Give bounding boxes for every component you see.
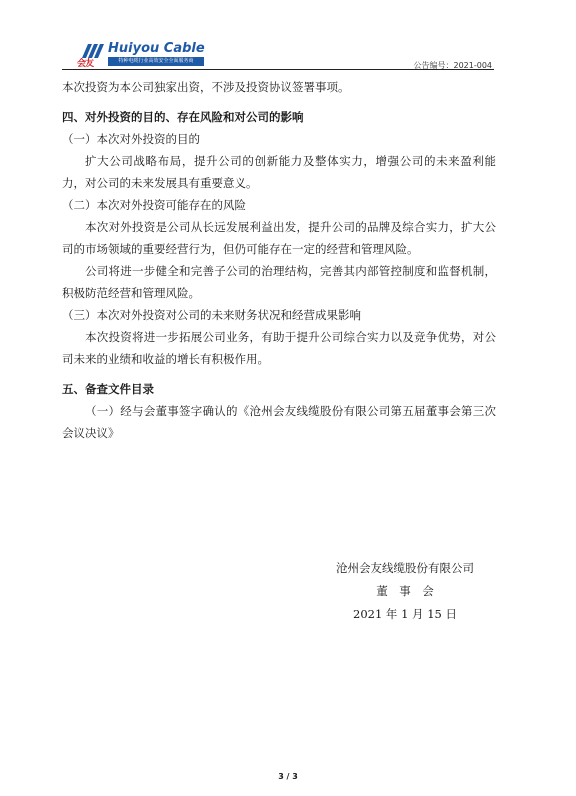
- section-4-2-heading: （二）本次对外投资可能存在的风险: [62, 198, 246, 212]
- header-divider: [62, 69, 494, 70]
- paragraph-funding: 本次投资为本公司独家出资，不涉及投资协议签署事项。: [62, 80, 350, 94]
- section-4-2-paragraph-1: 本次对外投资是公司从长远发展利益出发，提升公司的品牌及综合实力，扩大公司的市场领域的重要经营行为，但仍可能存在一定的经营和管理风险。: [62, 220, 496, 256]
- signature-company: 沧州会友线缆股份有限公司: [336, 561, 474, 575]
- logo-tagline: 特种电缆行业高效安全全面服务商: [108, 57, 204, 66]
- logo-english-text: Huiyou Cable: [108, 41, 205, 56]
- section-4-2-paragraph-2: 公司将进一步健全和完善子公司的治理结构，完善其内部管控制度和监督机制，积极防范经营和管理风险。: [62, 264, 496, 300]
- document-body: [62, 76, 496, 444]
- announcement-number: 公告编号：2021-004: [413, 61, 492, 70]
- page-number: 3 / 3: [278, 772, 298, 781]
- signature-board: 董 事 会: [376, 584, 434, 598]
- section-4-3-paragraph: 本次投资将进一步拓展公司业务，有助于提升公司综合实力以及竞争优势，对公司未来的业绩和收益的增长有积极作用。: [62, 330, 496, 366]
- section-4-3-heading: （三）本次对外投资对公司的未来财务状况和经营成果影响: [62, 308, 361, 322]
- page-header: [60, 40, 500, 70]
- section-5-heading: 五、备查文件目录: [62, 382, 154, 396]
- section-4-1-paragraph: 扩大公司战略布局，提升公司的创新能力及整体实力，增强公司的未来盈利能力，对公司的未来发展具有重要意义。: [62, 154, 496, 190]
- signature-date: 2021 年 1 月 15 日: [353, 607, 457, 621]
- section-4-heading: 四、对外投资的目的、存在风险和对公司的影响: [62, 110, 304, 124]
- company-logo: [78, 40, 238, 68]
- logo-chinese-text: 会友: [77, 59, 94, 69]
- section-4-1-heading: （一）本次对外投资的目的: [62, 132, 200, 146]
- section-5-paragraph: （一）经与会董事签字确认的《沧州会友线缆股份有限公司第五届董事会第三次会议决议》: [62, 404, 496, 440]
